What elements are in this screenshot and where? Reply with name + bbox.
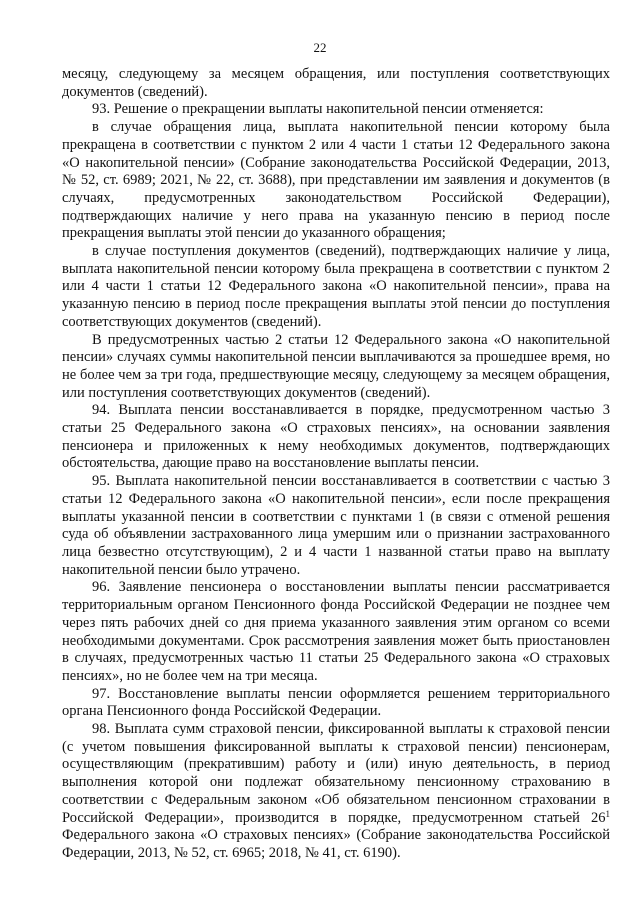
paragraph-94: 94. Выплата пенсии восстанавливается в порядке, предусмотренном частью 3 статьи 25 Федерального закона «О страховых пенсиях», на основании заявления пенсионера и приложенных к нему необходимых документов, подтверждающих обстоятельства, дающие право на восстановление выплаты пенсии. <box>62 402 610 472</box>
paragraph-93-case-application: в случае обращения лица, выплата накопительной пенсии которому была прекращена в соответствии с пунктом 2 или 4 части 1 статьи 12 Федерального закона «О накопительной пенсии» (Собрание законодательства Российской Федерации, 2013, № 52, ст. 6989; 2021, № 22, ст. 3688), при представлении им заявления и документов (в случаях, предусмотренных законодательством Российской Федерации), подтверждающих наличие у него права на указанную пенсию в период после прекращения выплаты этой пенсии до указанного обращения; <box>62 119 610 242</box>
page-number: 22 <box>313 40 327 55</box>
paragraph-97: 97. Восстановление выплаты пенсии оформляется решением территориального органа Пенсионного фонда Российской Федерации. <box>62 685 610 720</box>
document-body <box>62 66 610 863</box>
article-superscript: 1 <box>605 808 610 819</box>
paragraph-98-text: 98. Выплата сумм страховой пенсии, фиксированной выплаты к страховой пенсии (с учетом повышения фиксированной выплаты к страховой пенсии) пенсионерам, осуществляющим (прекратившим) работу и (или) иную деятельность, в период выполнения которой они подлежат обязательному пенсионному страхованию в соответствии с Федеральным законом «Об обязательном пенсионном страховании в Российской Федерации», производится в порядке, предусмотренном статьей 26 <box>62 721 610 826</box>
paragraph-98-text-end: Федерального закона «О страховых пенсиях» (Собрание законодательства Российской Федерации, 2013, № 52, ст. 6965; 2018, № 41, ст. 6190). <box>62 827 610 861</box>
paragraph-93-case-documents: в случае поступления документов (сведений), подтверждающих наличие у лица, выплата накопительной пенсии которому была прекращена в соответствии с пунктом 2 или 4 части 1 статьи 12 Федерального закона «О накопительной пенсии», права на указанную пенсию в период после прекращения выплаты этой пенсии до поступления соответствующих документов (сведений). <box>62 243 610 330</box>
paragraph-96: 96. Заявление пенсионера о восстановлении выплаты пенсии рассматривается территориальным органом Пенсионного фонда Российской Федерации не позднее чем через пять рабочих дней со дня приема указанного заявления этим органом со всеми необходимыми документами. Срок рассмотрения заявления может быть приостановлен в случаях, предусмотренных частью 11 статьи 25 Федерального закона «О страховых пенсиях», но не более чем на три месяца. <box>62 579 610 684</box>
paragraph-93: 93. Решение о прекращении выплаты накопительной пенсии отменяется: <box>92 101 544 118</box>
paragraph-continuation: месяцу, следующему за месяцем обращения, или поступления соответствующих документов (сведений). <box>62 66 610 100</box>
paragraph-95: 95. Выплата накопительной пенсии восстанавливается в соответствии с частью 3 статьи 12 Федерального закона «О накопительной пенсии», если после прекращения выплаты указанной пенсии в соответствии с пунктами 1 (в связи с отменой решения суда об объявлении застрахованного лица умершим или о признании застрахованного лица безвестно отсутствующим), 2 и 4 части 1 названной статьи право на выплату накопительной пенсии было утрачено. <box>62 473 610 578</box>
paragraph-98 <box>62 721 610 863</box>
paragraph-93-past-period: В предусмотренных частью 2 статьи 12 Федерального закона «О накопительной пенсии» случаях суммы накопительной пенсии выплачиваются за прошедшее время, но не более чем за три года, предшествующие месяцу, следующему за месяцем обращения, или поступления соответствующих документов (сведений). <box>62 331 610 401</box>
